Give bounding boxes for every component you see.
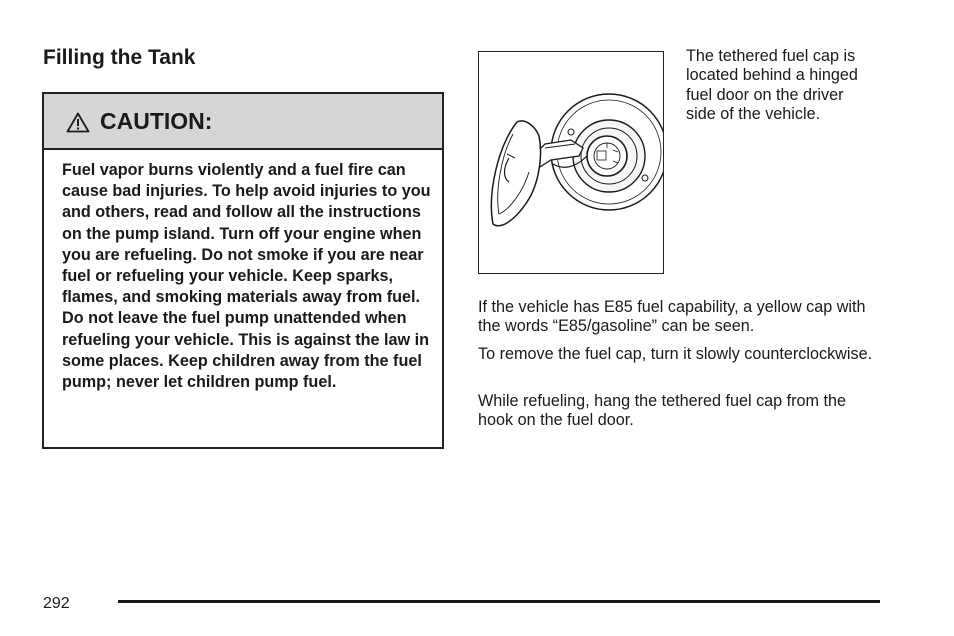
paragraph-e85-cap: If the vehicle has E85 fuel capability, a yellow cap with the words “E85/gasoline” can be seen.: [478, 298, 866, 336]
caution-header: [44, 94, 442, 150]
page-number: 292: [43, 595, 70, 612]
figure-frame: [478, 51, 664, 274]
caution-box: [42, 92, 444, 449]
figure-caption: The tethered fuel cap is located behind a hinged fuel door on the driver side of the vehicle.: [686, 47, 858, 124]
footer-rule: [118, 600, 880, 603]
fuel-door-cap-illustration: [479, 52, 663, 273]
caution-triangle-icon: [66, 112, 90, 133]
caution-label: CAUTION:: [100, 108, 213, 134]
paragraph-hang-cap: While refueling, hang the tethered fuel cap from the hook on the fuel door.: [478, 392, 847, 430]
caution-text: Fuel vapor burns violently and a fuel fire can cause bad injuries. To help avoid injuries to you and others, read and follow all the instructions on the pump island. Turn off your engine when you are refueling. Do not smoke if you are near fuel or refueling your vehicle. Keep sparks, flames, and smoking materials away from fuel. Do not leave the fuel pump unattended when refueling your vehicle. This is against the law in some places. Keep children away from the fuel pump; never let children pump fuel.: [62, 161, 431, 392]
section-title: Filling the Tank: [43, 46, 196, 69]
paragraph-remove-cap: To remove the fuel cap, turn it slowly counterclockwise.: [478, 345, 873, 363]
